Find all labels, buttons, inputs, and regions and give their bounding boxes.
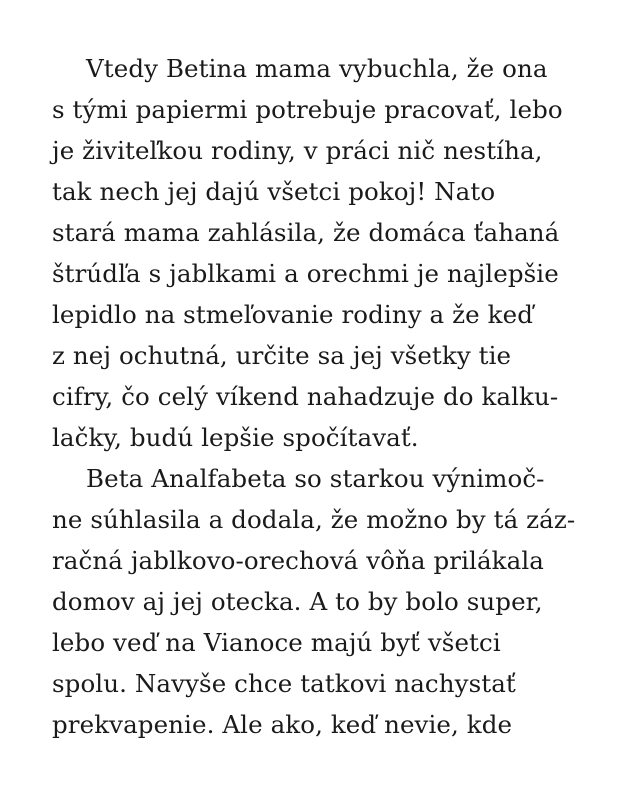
paragraph-1-line-3: je živiteľkou rodiny, v práci nič nestíha, [52, 136, 543, 165]
paragraph-1-line-7: lepidlo na stmeľovanie rodiny a že keď [52, 300, 533, 329]
paragraph-1-line-8: z nej ochutná, určite sa jej všetky tie [52, 341, 512, 370]
body-text [52, 48, 612, 745]
paragraph-2-line-1: Beta Analfabeta so starkou výnimoč- [86, 464, 545, 493]
paragraph-1-line-9: cifry, čo celý víkend nahadzuje do kalku- [52, 382, 559, 411]
paragraph-1-line-5: stará mama zahlásila, že domáca ťahaná [52, 218, 560, 247]
paragraph-2-line-3: račná jablkovo-orechová vôňa prilákala [52, 546, 544, 575]
paragraph-2-line-6: spolu. Navyše chce tatkovi nachystať [52, 669, 516, 698]
paragraph-2-line-2: ne súhlasila a dodala, že možno by tá záz- [52, 505, 576, 534]
paragraph-1-line-2: s tými papiermi potrebuje pracovať, lebo [52, 95, 563, 124]
paragraph-1-line-1: Vtedy Betina mama vybuchla, že ona [86, 54, 548, 83]
paragraph-1-line-6: štrúdľa s jablkami a orechmi je najlepšie [52, 259, 559, 288]
paragraph-2-line-7: prekvapenie. Ale ako, keď nevie, kde [52, 710, 513, 739]
paragraph-2-line-5: lebo veď na Vianoce majú byť všetci [52, 628, 501, 657]
paragraph-1-line-4: tak nech jej dajú všetci pokoj! Nato [52, 177, 496, 206]
paragraph-2-line-4: domov aj jej otecka. A to by bolo super, [52, 587, 543, 616]
paragraph-1-line-10: lačky, budú lepšie spočítavať. [52, 423, 419, 452]
